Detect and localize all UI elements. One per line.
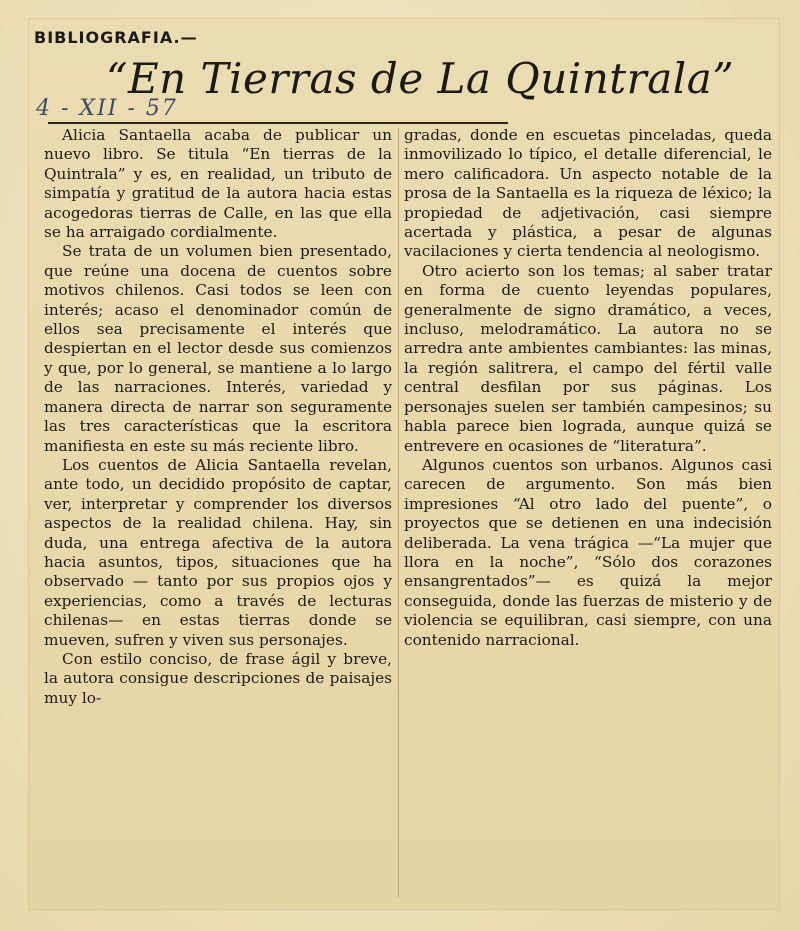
handwritten-date: 4 - XII - 57 <box>36 96 178 121</box>
column-divider <box>398 128 399 898</box>
paragraph: Los cuentos de Alicia Santaella revelan, ante todo, un decidido propósito de captar, ver, interpretar y comprender los diversos aspectos de la realidad chilena. Hay, sin duda, una entrega afectiva de la autora hacia asuntos, tipos, situaciones que ha observado — tanto por sus propios ojos y experiencias, como a través de lecturas chilenas— en estas tierras donde se mueven, sufren y viven sus personajes. <box>44 455 392 649</box>
paragraph: Algunos cuentos son urbanos. Algunos casi carecen de argumento. Son más bien impresiones “Al otro lado del puente”, o proyectos que se detienen en una indecisión deliberada. La vena trágica —“La mujer que llora en la noche”, “Sólo dos corazones ensangrentados”— es quizá la mejor conseguida, donde las fuerzas de misterio y de violencia se equilibran, casi siempre, con una contenido narracional. <box>404 455 772 649</box>
paragraph: gradas, donde en escuetas pinceladas, queda inmovilizado lo típico, el detalle diferencial, le mero calificadora. Un aspecto notable de la prosa de la Santaella es la riqueza de léxico; la propiedad de adjetivación, casi siempre acertada y plástica, a pesar de algunas vacilaciones y cierta tendencia al neologismo. <box>404 126 772 261</box>
paragraph: Se trata de un volumen bien presentado, que reúne una docena de cuentos sobre motivos chilenos. Casi todos se leen con interés; acaso el denominador común de ellos sea precisamente el interés que despiertan en el lector desde sus comienzos y que, por lo general, se mantiene a lo largo de las narraciones. Interés, variedad y manera directa de narrar son seguramente las tres características que la escritora manifiesta en este su más reciente libro. <box>44 242 392 455</box>
paragraph: Alicia Santaella acaba de publicar un nuevo libro. Se titula “En tierras de la Quintrala” y es, en realidad, un tributo de simpatía y gratitud de la autora hacia estas acogedoras tierras de Calle, en las que ella se ha arraigado cordialmente. <box>44 126 392 242</box>
paragraph: Con estilo conciso, de frase ágil y breve, la autora consigue descripciones de paisajes muy lo- <box>44 649 392 707</box>
newspaper-clipping <box>28 18 780 910</box>
article-title: “En Tierras de La Quintrala” <box>106 54 735 103</box>
section-kicker: BIBLIOGRAFIA.— <box>34 28 198 47</box>
left-column <box>44 126 392 708</box>
paragraph: Otro acierto son los temas; al saber tratar en forma de cuento leyendas populares, generalmente de signo dramático, a veces, incluso, melodramático. La autora no se arredra ante ambientes cambiantes: las minas, la región salitrera, el campo del fértil valle central desfilan por sus páginas. Los personajes suelen ser también campesinos; su habla parece bien lograda, aunque quizá se entrevere en ocasiones de “literatura”. <box>404 261 772 455</box>
title-rule <box>48 122 508 124</box>
right-column <box>404 126 772 650</box>
